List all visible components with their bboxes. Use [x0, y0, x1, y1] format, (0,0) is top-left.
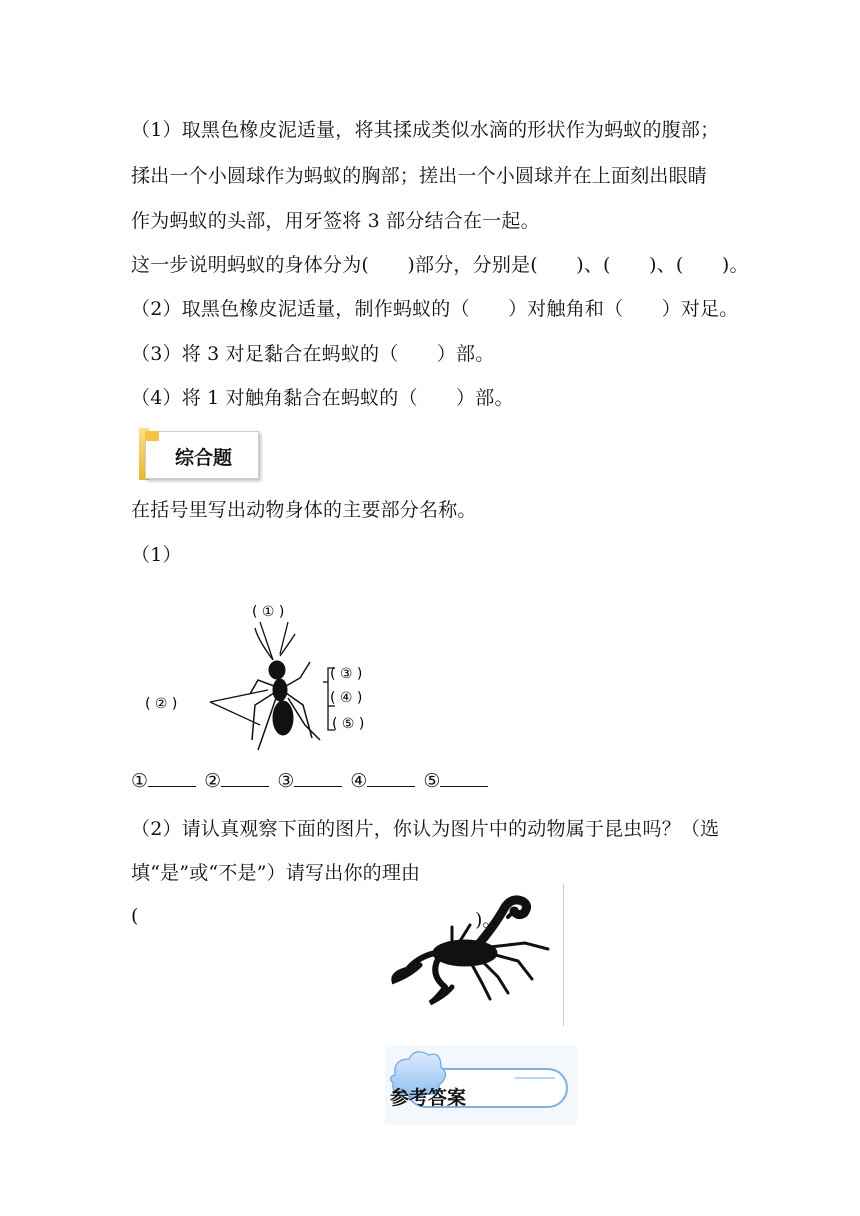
blank-1[interactable]	[148, 768, 196, 787]
label-5: ( ⑤ )	[332, 716, 365, 732]
q2-line2: 填“是”或“不是”）请写出你的理由	[131, 862, 421, 884]
comprehensive-instruction: 在括号里写出动物身体的主要部分名称。	[131, 499, 477, 521]
step4-line: （4）将 1 对触角黏合在蚂蚁的（ ）部。	[131, 387, 514, 409]
answer-paren-open: (	[131, 905, 139, 927]
blank-4[interactable]	[367, 768, 415, 787]
blank-label-3: ③	[277, 770, 295, 792]
label-3: ( ③ )	[330, 666, 363, 682]
blank-label-4: ④	[350, 770, 368, 792]
step1-line3: 作为蚂蚁的头部，用牙签将 3 部分结合在一起。	[131, 210, 540, 232]
blank-label-5: ⑤	[423, 770, 441, 792]
blank-3[interactable]	[294, 768, 342, 787]
ant-diagram	[140, 590, 420, 755]
image-border	[563, 884, 564, 1026]
step1-line2: 揉出一个小圆球作为蚂蚁的胸部；搓出一个小圆球并在上面刻出眼睛	[131, 165, 708, 187]
q1-label: （1）	[131, 544, 182, 566]
label-4: ( ④ )	[330, 690, 363, 706]
q2-line1: （2）请认真观察下面的图片，你认为图片中的动物属于昆虫吗？（选	[131, 818, 720, 840]
step1-line1: （1）取黑色橡皮泥适量，将其揉成类似水滴的形状作为蚂蚁的腹部；	[131, 119, 720, 141]
scorpion-image	[390, 895, 560, 1010]
blank-label-2: ②	[204, 770, 222, 792]
blank-5[interactable]	[440, 768, 488, 787]
answer-blanks	[131, 768, 490, 793]
blank-2[interactable]	[221, 768, 269, 787]
label-1: ( ① )	[252, 604, 285, 620]
blank-label-1: ①	[131, 770, 149, 792]
answer-title: 参考答案	[390, 1087, 467, 1109]
step2-line: （2）取黑色橡皮泥适量，制作蚂蚁的（ ）对触角和（ ）对足。	[131, 298, 739, 320]
label-2: ( ② )	[145, 696, 178, 712]
section-badge	[139, 428, 260, 480]
section-title: 综合题	[175, 447, 233, 469]
step1-question: 这一步说明蚂蚁的身体分为( )部分，分别是( )、( )、( )。	[131, 254, 749, 276]
answer-paren-close: )。	[475, 909, 502, 931]
step3-line: （3）将 3 对足黏合在蚂蚁的（ ）部。	[131, 343, 495, 365]
